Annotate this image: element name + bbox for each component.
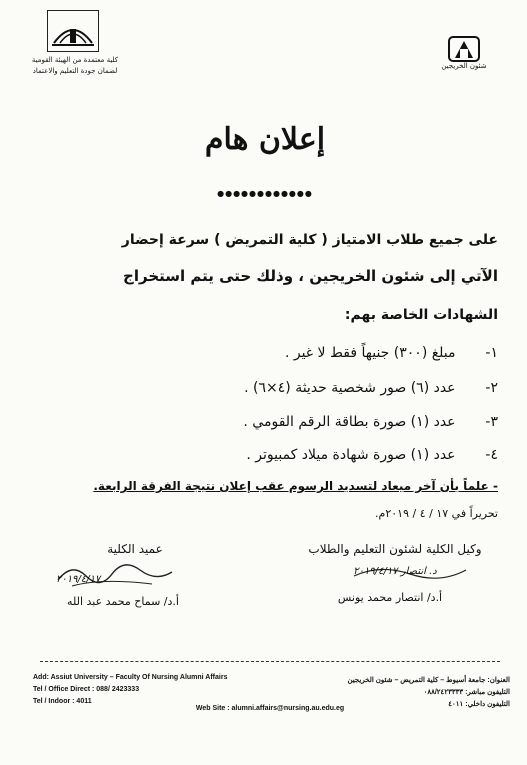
faculty-logo (47, 10, 99, 52)
vice-dean-signature-date: د. انتصار ٢٠١٩/٤/١٧ (353, 566, 437, 577)
list-item (120, 447, 498, 463)
dean-signature-date: ٢٠١٩/٤/١٧ (56, 574, 101, 585)
faculty-logo-icon (48, 11, 98, 51)
page-title: إعلان هام (204, 122, 326, 157)
list-item (120, 380, 498, 396)
footer-tel-indoor-ar: التليفون داخلي: ٤٠١١ (448, 701, 510, 708)
intro-line-1: على جميع طلاب الامتياز ( كلية التمريض ) سرعة إحضار (121, 232, 498, 248)
deadline-note: - علماً بأن آخر ميعاد لتسديد الرسوم عقب إعلان نتيجة الفرقة الرابعة. (93, 479, 498, 493)
list-item-number: ٢- (485, 380, 498, 396)
list-item-text: عدد (١) صورة شهادة ميلاد كمبيوتر . (246, 447, 456, 463)
list-item (120, 345, 498, 361)
list-item (120, 414, 498, 430)
vice-dean-name: أ.د/ انتصار محمد يونس (337, 591, 443, 604)
header-left-line1: كلية معتمدة من الهيئة القومية (31, 56, 119, 64)
list-item-number: ٤- (485, 447, 498, 463)
footer-tel-direct-ar: التليفون مباشر: ٠٨٨/٢٤٢٣٣٣٣ (423, 689, 510, 696)
list-item-number: ٣- (485, 414, 498, 430)
title-separator: ●●●●●●●●●●●● (217, 189, 313, 198)
list-item-text: مبلغ (٣٠٠) جنيهاً فقط لا غير . (284, 345, 456, 361)
footer-divider (40, 661, 500, 662)
intro-line-2: الآتي إلى شئون الخريجين ، وذلك حتى يتم استخراج (123, 267, 498, 285)
alumni-logo (446, 34, 482, 64)
header-right-caption: شئون الخريجين (441, 62, 487, 70)
vice-dean-title: وكيل الكلية لشئون التعليم والطلاب (308, 542, 482, 556)
footer-address-en: Add: Assiut University – Faculty Of Nursing Alumni Affairs (33, 674, 228, 681)
list-item-text: عدد (٦) صور شخصية حديثة (٤×٦) . (244, 380, 456, 396)
footer-tel-indoor: Tel / Indoor : 4011 (33, 698, 92, 705)
footer-tel-office: Tel / Office Direct : 088/ 2423333 (33, 686, 140, 693)
intro-line-3: الشهادات الخاصة بهم: (344, 307, 498, 323)
list-item-text: عدد (١) صورة بطاقة الرقم القومي . (243, 414, 456, 430)
footer-website: Web Site : alumni.affairs@nursing.au.edu.eg (195, 705, 345, 712)
alumni-logo-icon (446, 34, 482, 64)
dean-name: أ.د/ سماح محمد عبد الله (67, 595, 179, 608)
footer-address-ar: العنوان: جامعة أسيوط – كلية التمريض – شئون الخريجين (347, 677, 510, 684)
list-item-number: ١- (485, 345, 498, 361)
dean-title: عميد الكلية (107, 542, 163, 556)
issue-date: تحريراً في ١٧ / ٤ / ٢٠١٩م. (375, 507, 498, 520)
header-left-line2: لضمان جودة التعليم والاعتماد (32, 67, 118, 75)
